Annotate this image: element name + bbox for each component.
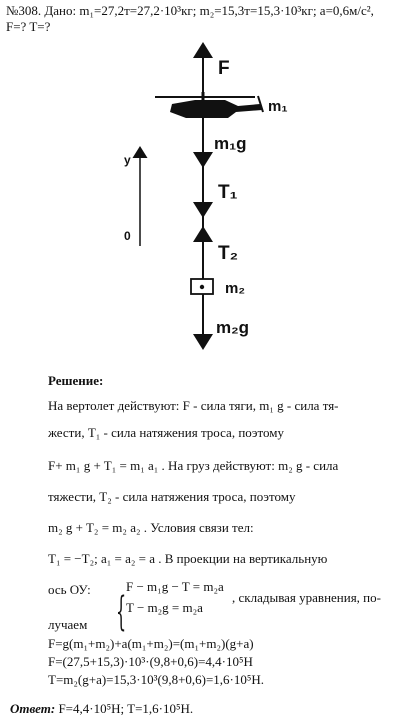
label-F: F — [218, 58, 230, 79]
solution-line-2: жести, T₁ - сила натяжения троса, поэтому — [48, 425, 284, 440]
solution-heading: Решение: — [48, 373, 104, 388]
helicopter-icon — [155, 92, 263, 118]
system-eq-1: F − m₁g − T = m₂a — [126, 579, 224, 594]
solution-line-5: m₂ g + T₂ = m₂ a₂ . Условия связи тел: — [48, 520, 254, 535]
axis-origin-label: 0 — [124, 229, 131, 243]
answer — [10, 701, 193, 717]
solution-line-8: лучаем — [48, 617, 88, 632]
answer-text: F=4,4·10⁵H; T=1,6·10⁵H. — [55, 701, 194, 716]
solution-line-4: тяжести, T₂ - сила натяжения троса, поэтому — [48, 489, 296, 504]
formula-F-numeric: F=(27,5+15,3)·10³·(9,8+0,6)=4,4·10⁵H — [48, 654, 253, 669]
system-brace: { — [116, 589, 127, 635]
label-T2: T₂ — [218, 243, 239, 264]
solution-line-6: T₁ = −T₂; a₁ = a₂ = a . В проекции на вертикальную — [48, 551, 328, 566]
formula-F-general: F=g(m₁+m₂)+a(m₁+m₂)=(m₁+m₂)(g+a) — [48, 636, 254, 651]
label-m2: m₂ — [225, 280, 246, 297]
solution-line-1: На вертолет действуют: F - сила тяги, m₁ g - сила тя- — [48, 398, 339, 413]
problem-unknowns: F=? T=? — [6, 19, 51, 34]
solution-line-7: ось ОУ: — [48, 582, 91, 597]
label-m1g: m₁g — [214, 134, 247, 153]
formula-T-numeric: T=m₂(g+a)=15,3·10³(9,8+0,6)=1,6·10⁵H. — [48, 672, 265, 687]
label-m1: m₁ — [268, 98, 288, 115]
label-m2g: m₂g — [216, 318, 250, 337]
solution-line-3: F+ m₁ g + T₁ = m₁ a₁ . На груз действуют: m₂ g - сила — [48, 458, 339, 473]
solution-line-7b: , складывая уравнения, по- — [232, 590, 381, 605]
system-eq-2: T − m₂g = m₂a — [126, 600, 203, 615]
problem-given: №308. Дано: m₁=27,2т=27,2·10³кг; m₂=15,3т=15,3·10³кг; a=0,6м/с², — [6, 3, 374, 18]
label-T1: T₁ — [218, 182, 238, 203]
axis-y-label: y — [124, 153, 131, 167]
answer-label: Ответ: — [10, 701, 56, 716]
